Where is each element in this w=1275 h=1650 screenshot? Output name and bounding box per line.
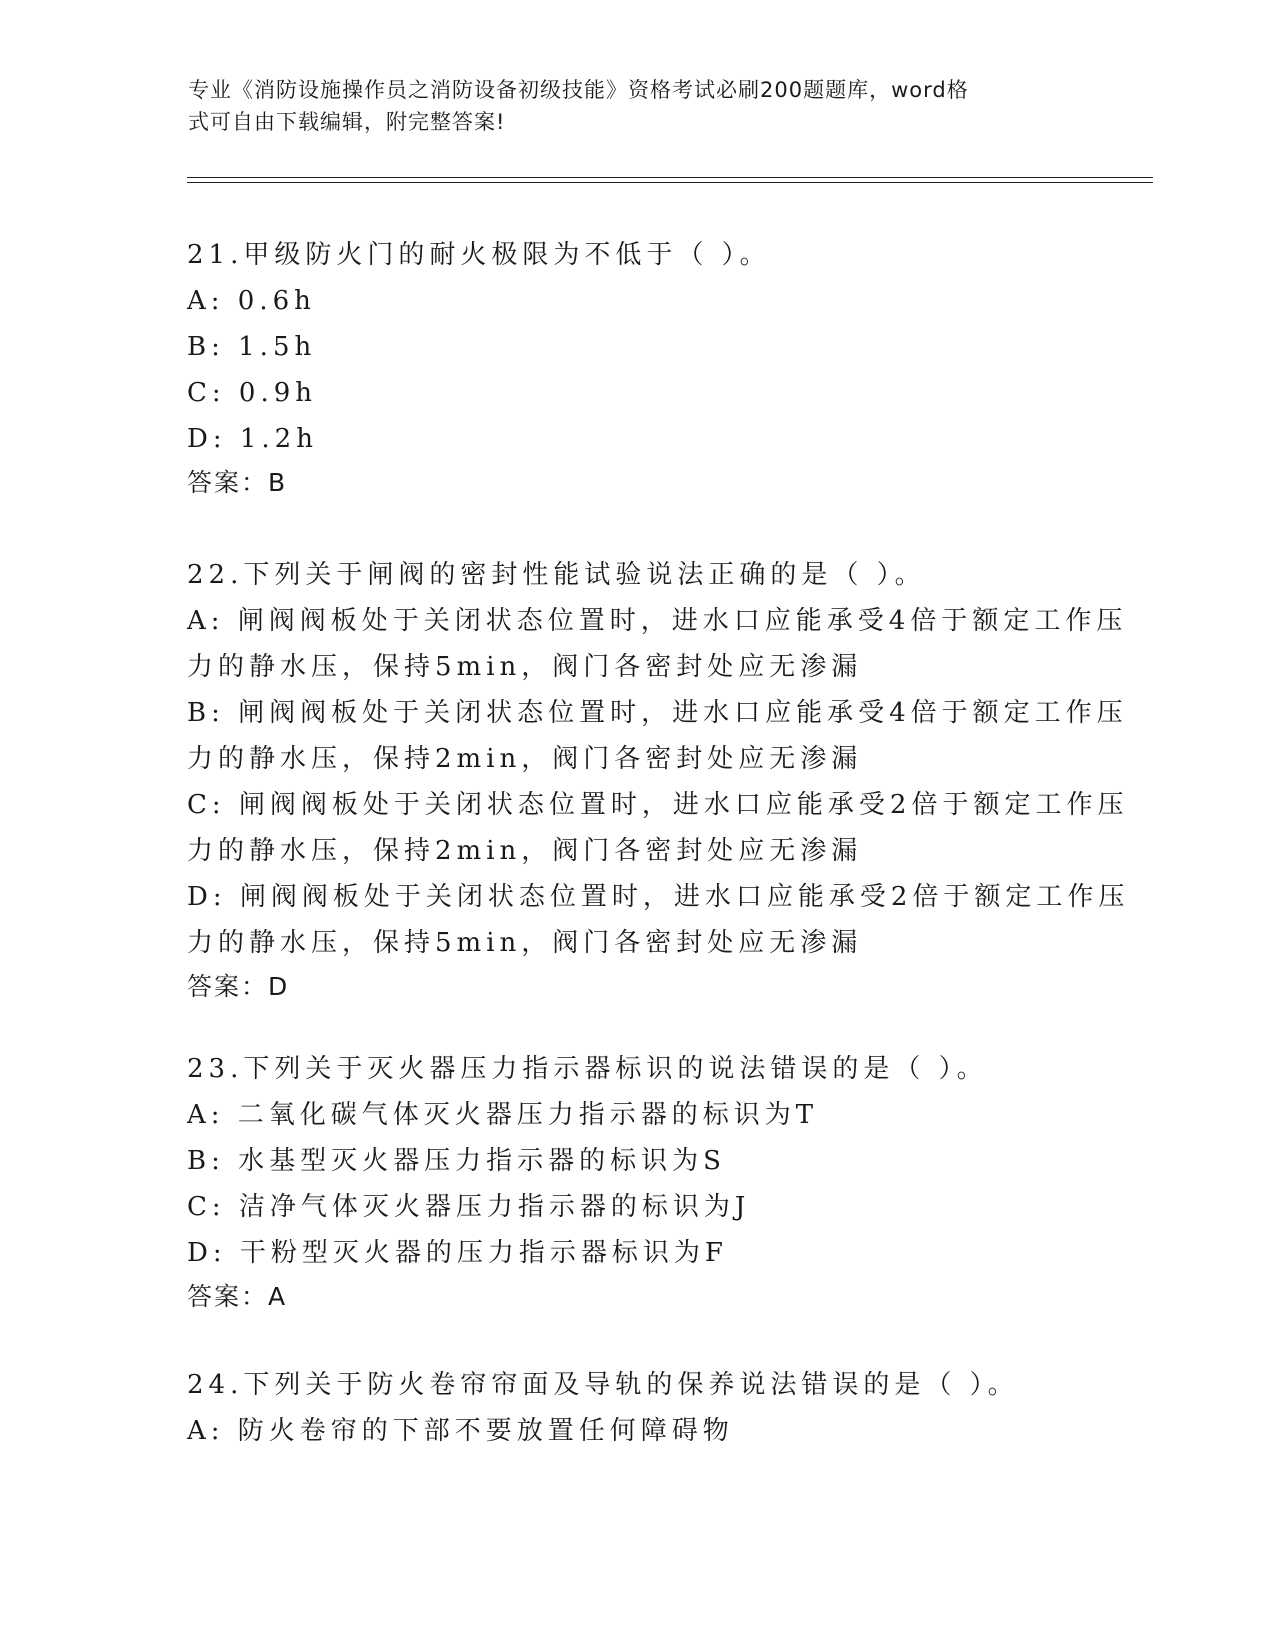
option-d-line-2: 力的静水压，保持5min，阀门各密封处应无渗漏 [187, 928, 863, 958]
option-b: B: 1.5h [187, 332, 317, 362]
question-stem: 22.下列关于闸阀的密封性能试验说法正确的是（ ）。 [187, 560, 926, 590]
answer-label: 答案：B [187, 468, 288, 497]
question-22 [187, 552, 1130, 1008]
document-header [188, 74, 1088, 138]
header-line-1: 专业《消防设施操作员之消防设备初级技能》资格考试必刷200题题库，word格 [188, 78, 969, 102]
option-c [187, 782, 1129, 874]
option-b-line-2: 力的静水压，保持2min，阀门各密封处应无渗漏 [187, 744, 863, 774]
option-b-line-1: B: 闸阀阀板处于关闭状态位置时，进水口应能承受4倍于额定工作压 [187, 698, 1128, 728]
answer-label: 答案：D [187, 972, 290, 1001]
option-c: C: 洁净气体灭火器压力指示器的标识为J [187, 1192, 751, 1222]
question-stem: 24.下列关于防火卷帘帘面及导轨的保养说法错误的是（ ）。 [187, 1370, 1019, 1400]
option-a: A: 防火卷帘的下部不要放置任何障碍物 [187, 1416, 734, 1446]
option-a: A: 0.6h [187, 286, 316, 316]
header-line-2: 式可自由下载编辑，附完整答案! [188, 110, 506, 134]
option-b: B: 水基型灭火器压力指示器的标识为S [187, 1146, 726, 1176]
option-b [187, 690, 1128, 782]
option-c: C: 0.9h [187, 378, 318, 408]
option-d [187, 874, 1130, 966]
option-a-line-1: A: 闸阀阀板处于关闭状态位置时，进水口应能承受4倍于额定工作压 [187, 606, 1128, 636]
option-d: D: 干粉型灭火器的压力指示器标识为F [187, 1238, 728, 1268]
question-stem: 23.下列关于灭火器压力指示器标识的说法错误的是（ ）。 [187, 1054, 988, 1084]
question-stem: 21.甲级防火门的耐火极限为不低于（ ）。 [187, 240, 771, 270]
question-24 [187, 1362, 1087, 1454]
option-c-line-1: C: 闸阀阀板处于关闭状态位置时，进水口应能承受2倍于额定工作压 [187, 790, 1129, 820]
answer-label: 答案：A [187, 1282, 288, 1311]
option-a-line-2: 力的静水压，保持5min，阀门各密封处应无渗漏 [187, 652, 863, 682]
header-divider-bottom [187, 182, 1153, 183]
option-c-line-2: 力的静水压，保持2min，阀门各密封处应无渗漏 [187, 836, 863, 866]
option-d: D: 1.2h [187, 424, 318, 454]
option-a [187, 598, 1128, 690]
option-d-line-1: D: 闸阀阀板处于关闭状态位置时，进水口应能承受2倍于额定工作压 [187, 882, 1130, 912]
option-a: A: 二氧化碳气体灭火器压力指示器的标识为T [187, 1100, 819, 1130]
question-21 [187, 232, 1087, 504]
header-divider-top [187, 177, 1153, 178]
question-23 [187, 1046, 1087, 1318]
